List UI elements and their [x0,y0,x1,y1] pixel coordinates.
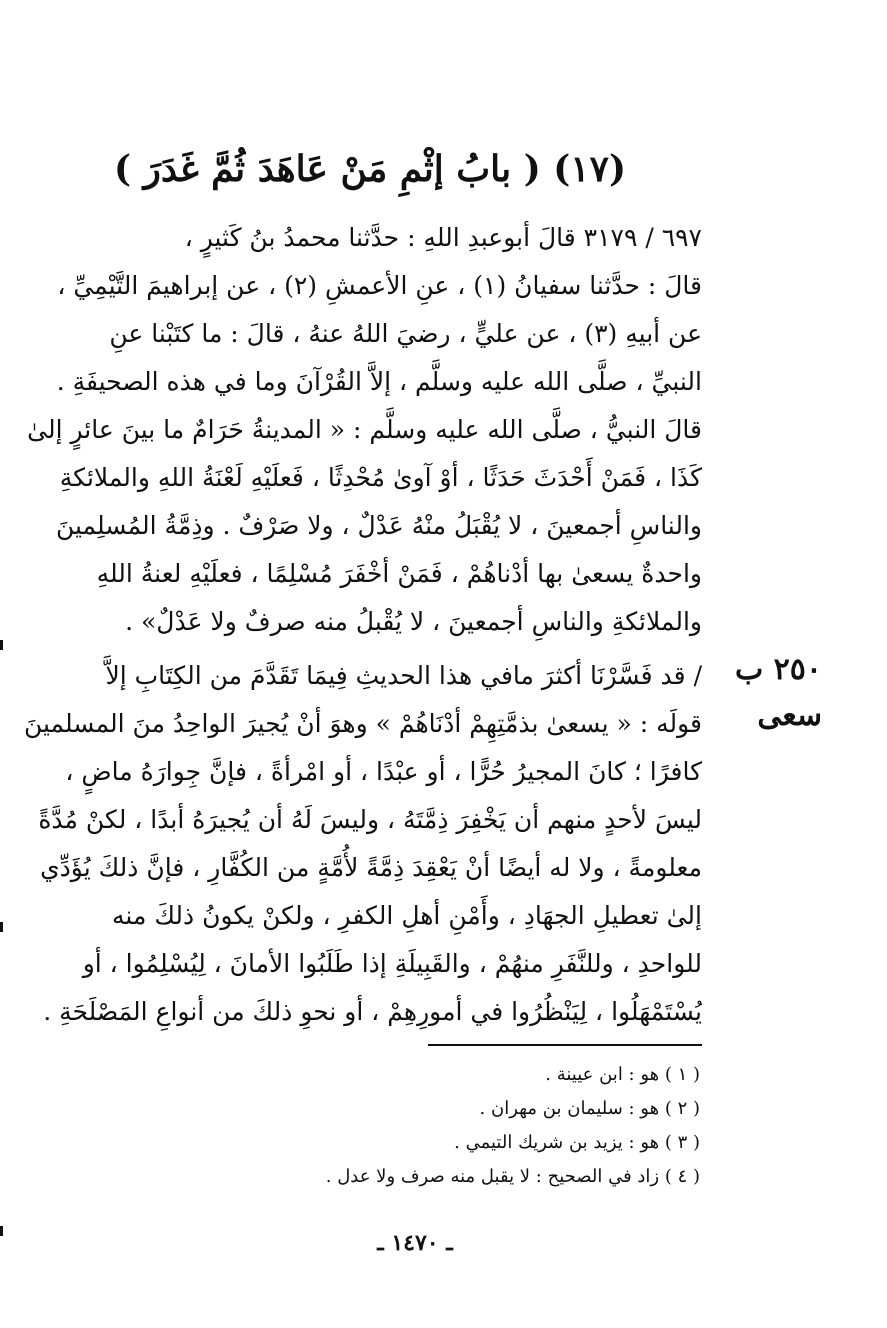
hadith-text [27,214,702,646]
footnote: ( ٢ ) هو : سليمان بن مهران . [479,1098,700,1119]
footnotes [200,1058,700,1194]
hadith-line: كَذَا ، فَمَنْ أَحْدَثَ حَدَثًا ، أوْ آوىٰ مُحْدِثًا ، فَعلَيْهِ لَعْنَةُ اللهِ والملائكةِ [59,463,702,492]
commentary-line: / قد فَسَّرْنَا أكثرَ مافي هذا الحديثِ فِيمَا تَقَدَّمَ من الكِتَابِ إلاَّ [105,661,702,690]
footnote: ( ٤ ) زاد في الصحيح : لا يقبل منه صرف ولا عدل . [325,1166,700,1187]
commentary-line: يُسْتَمْهَلُوا ، لِيَنْظُرُوا في أمورِهِمْ ، أو نحوِ ذلكَ من أنواعِ المَصْلَحَةِ . [43,997,702,1026]
margin-keyword-note: سعى [757,698,822,733]
commentary-line: قولَه : « يسعىٰ بذمَّتِهِمْ أدْنَاهُمْ » وهوَ أنْ يُجيرَ الواحِدُ منَ المسلمينَ [23,709,702,738]
hadith-line: ٦٩٧ / ٣١٧٩ قالَ أبوعبدِ اللهِ : حدَّثنا محمدُ بنُ كَثيرٍ ، [184,223,702,252]
chapter-title: (١٧) ( بابُ إثْمِ مَنْ عَاهَدَ ثُمَّ غَدَرَ ) [113,148,627,190]
commentary-line: للواحدِ ، وللنَّفَرِ منهُمْ ، والقَبِيلَةِ إذا طَلَبُوا الأمانَ ، لِيُسْلِمُوا ، أو [82,949,702,978]
footnote: ( ١ ) هو : ابن عيينة . [545,1064,700,1085]
hadith-line: قالَ النبيُّ ، صلَّى الله عليه وسلَّم : « المدينةُ حَرَامٌ ما بينَ عائرٍ إلىٰ [27,415,702,444]
commentary-line: ليسَ لأحدٍ منهم أن يَخْفِرَ ذِمَّتَهُ ، وليسَ لَهُ أن يُجيرَهُ أبدًا ، لكنْ مُدَّةً [38,805,702,834]
page-number: ـ ١٤٧٠ ـ [377,1230,453,1256]
commentary-text [23,652,702,1036]
commentary-line: كافرًا ؛ كانَ المجيرُ حُرًّا ، أو عبْدًا ، أو امْرأةً ، فإنَّ جِوارَهُ ماضٍ ، [65,757,702,786]
footnote: ( ٣ ) هو : يزيد بن شريك التيمي . [454,1132,700,1153]
footnote-separator [428,1044,702,1046]
hadith-line: النبيِّ ، صلَّى الله عليه وسلَّم ، إلاَّ القُرْآنَ وما في هذه الصحيفَةِ . [56,367,702,396]
hadith-line: واحدةٌ يسعىٰ بها أدْناهُمْ ، فَمَنْ أخْفَرَ مُسْلِمًا ، فعلَيْهِ لعنةُ اللهِ [96,559,702,588]
hadith-line: عن أبيهِ (٣) ، عن عليٍّ ، رضيَ اللهُ عنهُ ، قالَ : ما كتَبْنا عنِ [109,319,702,348]
commentary-line: إلىٰ تعطيلِ الجهَادِ ، وأَمْنِ أهلِ الكفرِ ، ولكنْ يكونُ ذلكَ منه [112,901,702,930]
scan-edge-mark [0,1226,3,1236]
scan-edge-mark [0,922,3,932]
hadith-line: قالَ : حدَّثنا سفيانُ (١) ، عنِ الأعمشِ (٢) ، عن إبراهيمَ التَّيْمِيِّ ، [57,271,702,300]
margin-folio-note: ٢٥٠ ب [734,652,822,687]
hadith-line: والملائكةِ والناسِ أجمعينَ ، لا يُقْبلُ منه صرفٌ ولا عَدْلٌ» . [125,607,702,636]
scan-edge-mark [0,640,3,650]
commentary-line: معلومةً ، ولا له أيضًا أنْ يَعْقِدَ ذِمَّةً لأُمَّةٍ من الكُفَّارِ ، فإنَّ ذلكَ يُؤَدِّي [40,853,702,882]
hadith-line: والناسِ أجمعينَ ، لا يُقْبَلُ منْهُ عَدْلٌ ، ولا صَرْفٌ . وذِمَّةُ المُسلِمينَ [55,511,702,540]
